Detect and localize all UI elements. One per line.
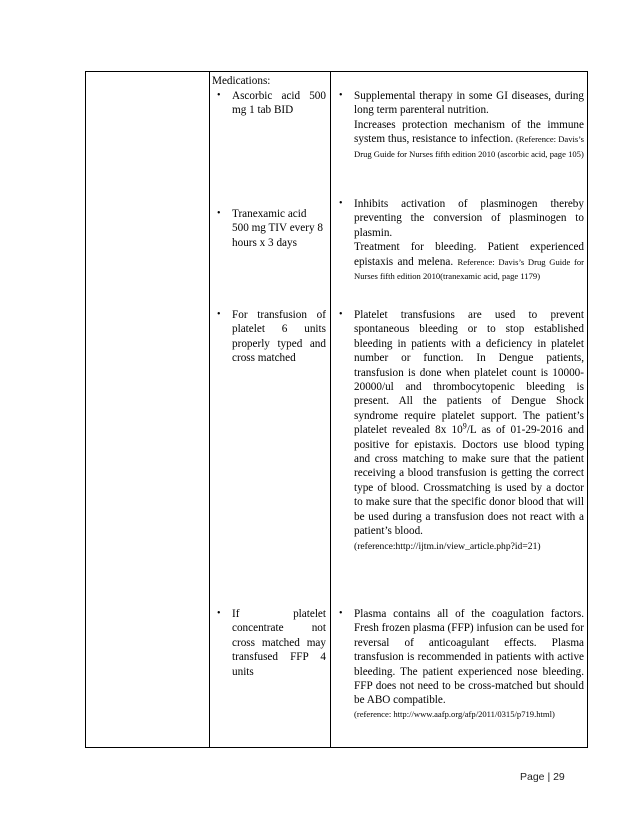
drug-order-text: If platelet concentrate not cross matched may transfused FFP 4 units (232, 608, 326, 678)
list-item (334, 607, 584, 720)
list-item (334, 197, 584, 240)
bullet-icon: • (339, 90, 343, 101)
bullet-icon: • (217, 309, 221, 320)
medications-heading: Medications: (212, 75, 271, 87)
drug-item-platelet-transfusion (212, 308, 326, 366)
bullet-icon: • (217, 608, 221, 619)
list-item (212, 308, 326, 366)
rationale-text: Treatment for bleeding. Patient experienced epistaxis and melena. (354, 241, 584, 268)
drug-item-tranexamic-acid (212, 207, 326, 250)
reference-text: Reference: Davis’s Drug Guide for Nurses fifth edition 2010(tranexamic acid, page 1179) (354, 256, 584, 282)
rationale-text: Supplemental therapy in some GI diseases, during long term parenteral nutrition. (354, 90, 584, 117)
rationale-body (334, 240, 584, 283)
bullet-icon: • (339, 608, 343, 619)
reference-text: (Reference: Davis’s Drug Guide for Nurses fifth edition 2010 (ascorbic acid, page 105) (354, 134, 585, 159)
rationale-ffp (334, 607, 584, 720)
rationale-text: /L as of 01-29-2016 and positive for epistaxis. Doctors use blood typing and cross matching to make sure that the patient receiving a blood transfusion is getting the correct type of blood. Crossmatching is used by a doctor to make sure that the specific donor blood that will be used during a transfusion does not react with a patient’s blood. (354, 424, 584, 538)
reference-text: (reference:http://ijtm.in/view_article.php?id=21) (354, 540, 541, 552)
list-item (334, 89, 584, 118)
table-column-divider (209, 71, 210, 748)
table-column-divider (330, 71, 331, 748)
bullet-icon: • (339, 309, 343, 320)
list-item (334, 308, 584, 555)
list-item (212, 607, 326, 679)
drug-order-text: Tranexamic acid 500 mg TIV every 8 hours x 3 days (232, 208, 323, 249)
drug-order-text: For transfusion of platelet 6 units properly typed and cross matched (232, 309, 326, 365)
drug-order-text: Ascorbic acid 500 mg 1 tab BID (232, 90, 326, 117)
rationale-tranexamic-acid (334, 197, 584, 283)
bullet-icon: • (339, 198, 343, 209)
exponent-text: 9 (462, 421, 467, 431)
list-item (212, 207, 326, 250)
rationale-text: Inhibits activation of plasminogen thereby preventing the conversion of plasminogen to plasmin. (354, 198, 584, 239)
page-number: Page | 29 (520, 771, 565, 783)
bullet-icon: • (217, 90, 221, 101)
bullet-icon: • (217, 208, 221, 219)
rationale-text: Platelet transfusions are used to prevent spontaneous bleeding or to stop established bleeding in patients with a deficiency in platelet number or function. In Dengue patients, transfusion is done when platelet count is 10000-20000/ul and thrombocytopenic bleeding is present. All the patients of Dengue Shock syndrome require platelet support. The patient’s platelet revealed 8x 10 (354, 309, 584, 437)
rationale-body (334, 118, 584, 161)
rationale-ascorbic-acid (334, 89, 584, 161)
rationale-platelet-transfusion (334, 308, 584, 555)
rationale-text: Increases protection mechanism of the immune system thus, resistance to infection. (354, 118, 584, 146)
drug-item-ffp (212, 607, 326, 679)
reference-text: (reference: http://www.aafp.org/afp/2011/0315/p719.html) (354, 708, 555, 719)
drug-item-ascorbic-acid (212, 89, 326, 118)
rationale-text: Plasma contains all of the coagulation factors. Fresh frozen plasma (FFP) infusion can be used for reversal of anticoagulant effects. Plasma transfusion is recommended in patients with active bleeding. The patient experienced nose bleeding. FFP does not need to be cross-matched but should be ABO compatible. (354, 608, 584, 707)
list-item (212, 89, 326, 118)
